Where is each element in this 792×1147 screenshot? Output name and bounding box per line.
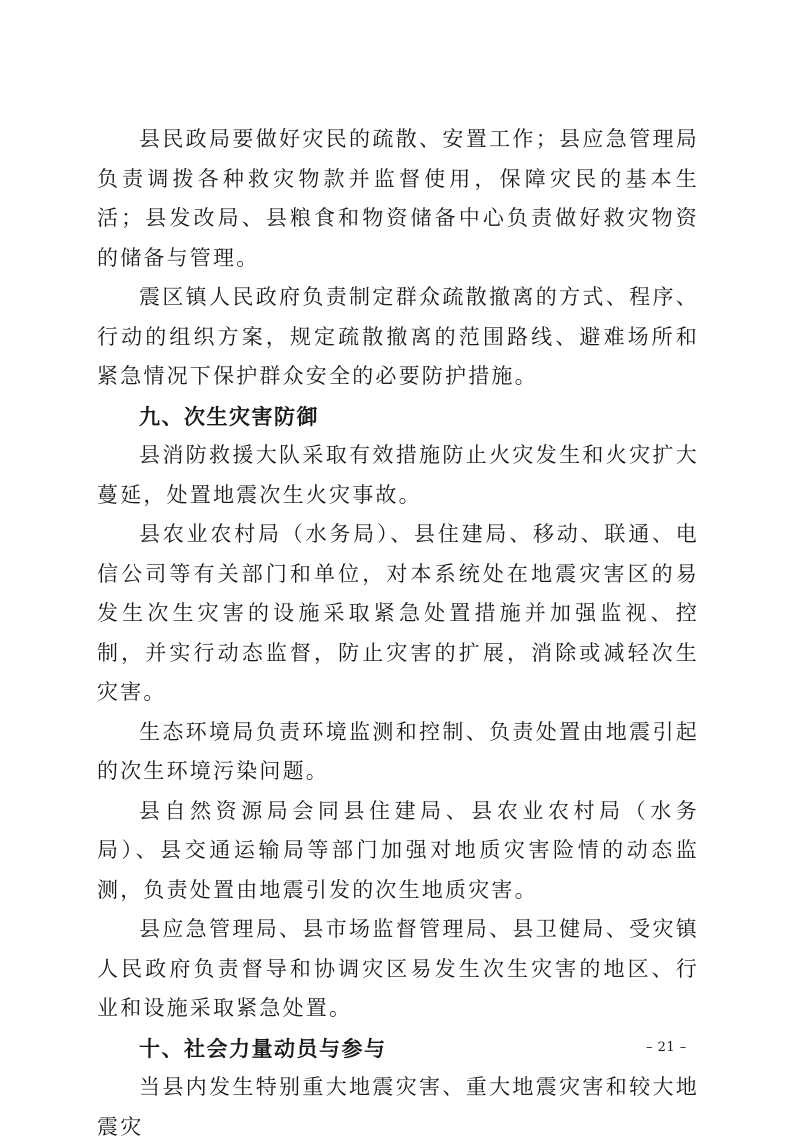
- paragraph: 当县内发生特别重大地震灾害、重大地震灾害和较大地震灾: [97, 1075, 699, 1139]
- paragraph: 县应急管理局、县市场监督管理局、县卫健局、受灾镇人民政府负责督导和协调灾区易发生次生灾害的地区、行业和设施采取紧急处置。: [97, 917, 699, 1020]
- paragraph: 县农业农村局（水务局）、县住建局、移动、联通、电信公司等有关部门和单位，对本系统处在地震灾害区的易发生次生灾害的设施采取紧急处置措施并加强监视、控制，并实行动态监督，防止灾害的扩展，消除或减轻次生灾害。: [97, 522, 699, 704]
- paragraph: 县自然资源局会同县住建局、县农业农村局（水务局）、县交通运输局等部门加强对地质灾害险情的动态监测，负责处置由地震引发的次生地质灾害。: [97, 798, 699, 902]
- paragraph: 震区镇人民政府负责制定群众疏散撤离的方式、程序、行动的组织方案，规定疏散撤离的范围路线、避难场所和紧急情况下保护群众安全的必要防护措施。: [97, 285, 699, 388]
- page-number: – 21 –: [646, 1040, 687, 1055]
- section-heading: 十、社会力量动员与参与: [139, 1035, 387, 1061]
- paragraph: 县民政局要做好灾民的疏散、安置工作；县应急管理局负责调拨各种救灾物款并监督使用，保障灾民的基本生活；县发改局、县粮食和物资储备中心负责做好救灾物资的储备与管理。: [97, 127, 699, 270]
- paragraph: 生态环境局负责环境监测和控制、负责处置由地震引起的次生环境污染问题。: [97, 719, 699, 783]
- paragraph: 县消防救援大队采取有效措施防止火灾发生和火灾扩大蔓延，处置地震次生火灾事故。: [97, 443, 699, 507]
- section-heading: 九、次生灾害防御: [139, 403, 319, 429]
- body-text: [97, 120, 699, 1147]
